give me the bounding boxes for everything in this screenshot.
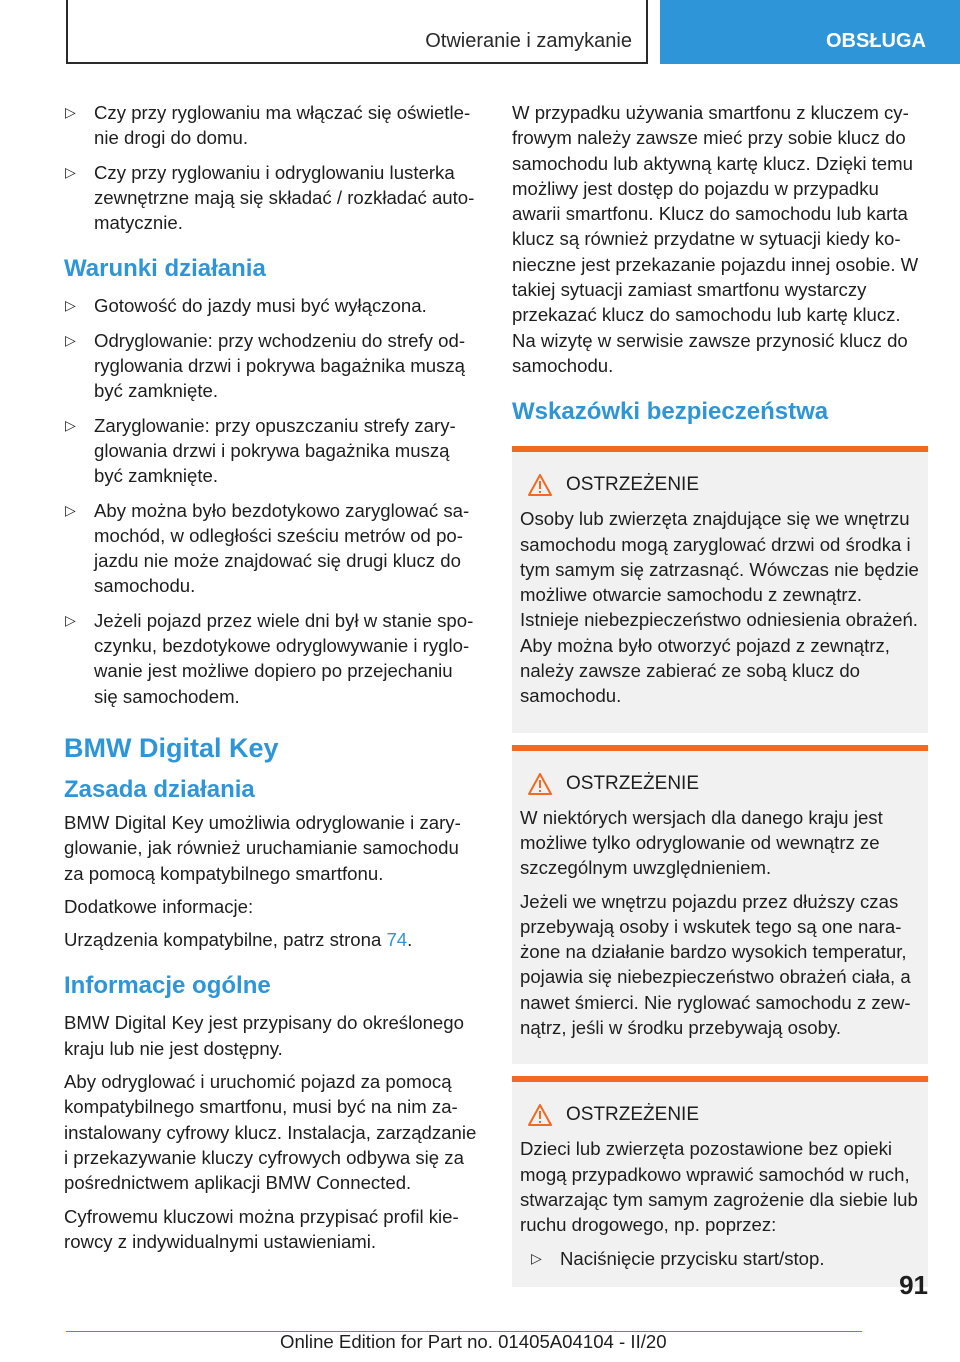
- triangle-bullet-icon: ▷: [65, 331, 76, 348]
- right-column: [512, 100, 928, 1287]
- list-item: ▷ Gotowość do jazdy musi być wyłączona.: [64, 293, 479, 318]
- paragraph: Jeżeli we wnętrzu pojazdu przez dłuższy czas przebywają osoby i wskutek tego są one narażone na działanie bardzo wysokich temperatur, pojawia się niebezpieczeństwo obrażeń ciała, a nawet śmierci. Nie ryglować samochodu z zewnątrz, jeśli w środku przebywają osoby.: [520, 890, 911, 1039]
- triangle-bullet-icon: ▷: [65, 163, 76, 180]
- page-link[interactable]: 74: [386, 929, 408, 951]
- warning-box: [512, 446, 928, 732]
- list-item: ▷ Aby można było bezdotykowo zaryglować samochód, w odległości sześciu metrów od pojazdu nie może znajdować się drugi klucz do samochodu.: [65, 499, 470, 597]
- paragraph: W niektórych wersjach dla danego kraju jest możliwe tylko odryglowanie od wewnątrz ze szczególnym uwzględnieniem.: [520, 806, 883, 879]
- paragraph: Aby odryglować i uruchomić pojazd za pomocą kompatybilnego smartfonu, musi być na nim zainstalowany cyfrowy klucz. Instalacja, zarządzanie i przekazywanie kluczy cyfrowych odbywa się za pośrednictwem aplikacji BMW Connected.: [64, 1071, 477, 1194]
- warning-triangle-icon: [528, 1104, 552, 1126]
- triangle-bullet-icon: ▷: [65, 416, 76, 433]
- warning-box: [512, 745, 928, 1065]
- paragraph: Urządzenia kompatybilne, patrz strona 74.: [64, 929, 413, 951]
- left-column: [64, 100, 479, 1262]
- warning-triangle-icon: [528, 773, 552, 795]
- list-item: ▷ Jeżeli pojazd przez wiele dni był w stanie spoczynku, bezdotykowe odryglowywanie i ryglowanie jest możliwe dopiero po przejechaniu się samochodem.: [65, 609, 474, 707]
- heading-warunki: Warunki działania: [64, 255, 266, 283]
- warning-triangle-icon: [528, 474, 552, 496]
- paragraph: Osoby lub zwierzęta znajdujące się we wnętrzu samochodu mogą zaryglować drzwi od środka i tym samym się zatrzasnąć. Wówczas nie będzie możliwe otwarcie samochodu z zewnątrz. Istnieje niebezpieczeństwo odniesienia obrażeń. Aby można było otworzyć pojazd z zewnątrz, należy zawsze zabierać ze sobą klucz do samochodu.: [520, 508, 919, 707]
- triangle-bullet-icon: ▷: [65, 611, 76, 628]
- paragraph: Dzieci lub zwierzęta pozostawione bez opieki mogą przypadkowo wprawić samochód w ruch, stwarzając tym samym zagrożenie dla siebie lub ruchu drogowego, np. poprzez:: [520, 1138, 918, 1236]
- paragraph: Dodatkowe informacje:: [64, 895, 254, 917]
- triangle-bullet-icon: ▷: [531, 1249, 542, 1266]
- triangle-bullet-icon: ▷: [65, 501, 76, 518]
- heading-informacje: Informacje ogólne: [64, 972, 271, 1000]
- page-number: 91: [899, 1270, 928, 1300]
- spacer: [512, 1064, 928, 1076]
- warning-box: [512, 1076, 928, 1286]
- triangle-bullet-icon: ▷: [65, 297, 76, 314]
- paragraph: W przypadku używania smartfonu z kluczem cyfrowym należy zawsze mieć przy sobie klucz do samochodu lub aktywną kartę klucz. Dzięki temu możliwy jest dostęp do pojazdu w przypadku awarii smartfonu. Klucz do samochodu lub karta klucz są również przydatne w sytuacji kiedy konieczne jest przekazanie pojazdu innej osobie. W takiej sytuacji zamiast smartfonu wystarczy przekazać klucz do samochodu lub kartę klucz. Na wizytę w serwisie zawsze przynosić klucz do samochodu.: [512, 102, 919, 376]
- header-section-box: [66, 0, 648, 64]
- list-item: ▷ Odryglowanie: przy wchodzeniu do strefy odryglowania drzwi i pokrywa bagażnika muszą być zamknięte.: [65, 329, 466, 402]
- section-title: Otwieranie i zamykanie: [425, 30, 632, 52]
- chapter-tab[interactable]: OBSŁUGA: [660, 0, 960, 64]
- paragraph: BMW Digital Key umożliwia odryglowanie i zaryglowanie, jak również uruchamianie samochodu za pomocą kompatybilnego smartfonu.: [64, 811, 461, 884]
- triangle-bullet-icon: ▷: [65, 104, 76, 120]
- heading-wskazowki: Wskazówki bezpieczeństwa: [512, 398, 829, 426]
- warning-title: OSTRZEŻENIE: [528, 474, 920, 496]
- list-item: ▷ Czy przy ryglowaniu ma włączać się oświetlenie drogi do domu.: [65, 102, 471, 149]
- warning-title: OSTRZEŻENIE: [528, 1104, 920, 1126]
- footer-edition: Online Edition for Part no. 01405A04104 - II/20: [280, 1331, 667, 1352]
- heading-digital-key: BMW Digital Key: [64, 732, 279, 763]
- list-item: ▷ Czy przy ryglowaniu i odryglowaniu lusterka zewnętrzne mają się składać / rozkładać automatycznie.: [65, 161, 475, 234]
- list-item: ▷ Naciśnięcie przycisku start/stop.: [530, 1246, 920, 1271]
- warning-title: OSTRZEŻENIE: [528, 773, 920, 795]
- paragraph: BMW Digital Key jest przypisany do określonego kraju lub nie jest dostępny.: [64, 1012, 464, 1059]
- paragraph: Cyfrowemu kluczowi można przypisać profil kierowcy z indywidualnymi ustawieniami.: [64, 1205, 459, 1252]
- list-item: ▷ Zaryglowanie: przy opuszczaniu strefy zaryglowania drzwi i pokrywa bagażnika muszą być zamknięte.: [65, 414, 456, 487]
- heading-zasada: Zasada działania: [64, 775, 255, 803]
- spacer: [512, 733, 928, 745]
